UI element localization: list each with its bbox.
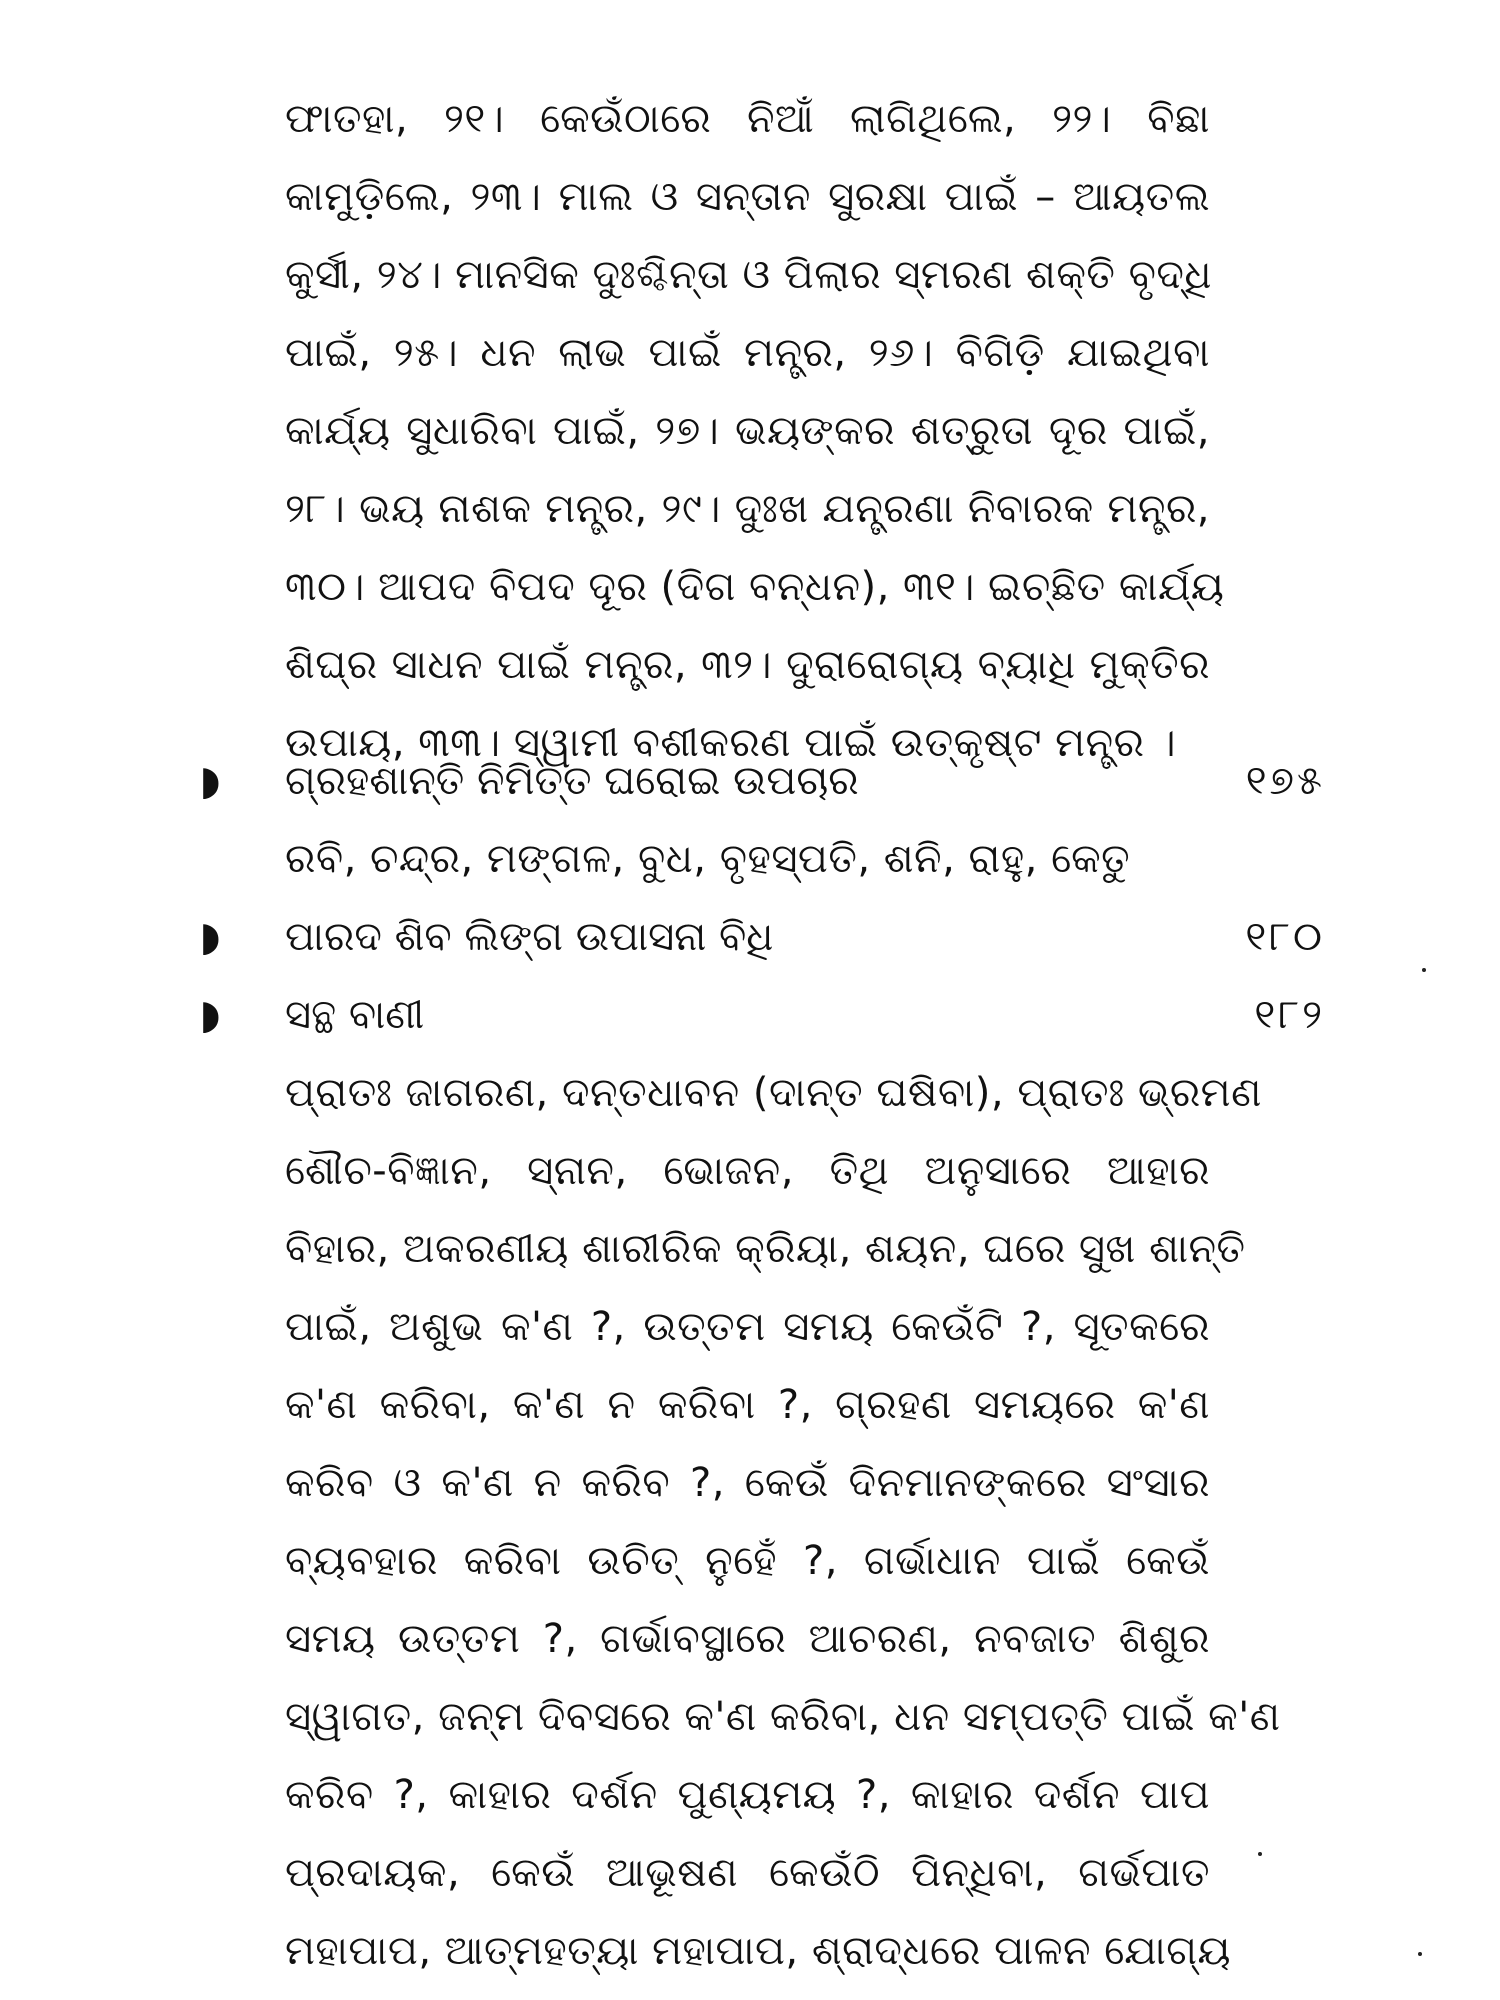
paragraph-continuation <box>285 80 1225 782</box>
paragraph-line: ମହାପାପ, ଆତ୍ମହତ୍ୟା ମହାପାପ, ଶ୍ରାଦ୍ଧରେ ପାଳନ ଯୋଗ୍ୟ <box>285 1928 1231 1974</box>
paragraph-line: ସମୟ ଉତ୍ତମ ?, ଗର୍ଭାବସ୍ଥାରେ ଆଚରଣ, ନବଜାତ ଶିଶୁର <box>285 1616 1210 1662</box>
toc-entry <box>185 898 1325 976</box>
entry-subtitle <box>285 820 1210 898</box>
paragraph-line: ୩୦। ଆପଦ ବିପଦ ଦୂର (ଦିଗ ବନ୍ଧନ), ୩୧। ଇଚ୍ଛିତ କାର୍ଯ୍ୟ <box>285 564 1225 610</box>
entry-title: ପାରଦ ଶିବ ଲିଙ୍ଗ ଉପାସନା ବିଧି <box>285 914 774 960</box>
entry-page-number: ୧୮୨ <box>1254 992 1325 1038</box>
toc-entry <box>185 742 1325 820</box>
entry-page-number: ୧୭୫ <box>1245 758 1325 804</box>
paragraph-line: କାର୍ଯ୍ୟ ସୁଧାରିବା ପାଇଁ, ୨୭। ଭୟଙ୍କର ଶତ୍ରୁତା ଦୂର ପାଇଁ, <box>285 408 1210 454</box>
paragraph-line: ୨୮। ଭୟ ନାଶକ ମନ୍ତ୍ର, ୨୯। ଦୁଃଖ ଯନ୍ତ୍ରଣା ନିବାରକ ମନ୍ତ୍ର, <box>285 486 1210 532</box>
entry-description <box>285 1054 1281 1990</box>
paragraph-line: ଫାତହା, ୨୧। କେଉଁଠାରେ ନିଆଁ ଲାଗିଥିଲେ, ୨୨। ବିଛା <box>285 96 1210 142</box>
paragraph-line: ଶୌଚ-ବିଜ୍ଞାନ, ସ୍ନାନ, ଭୋଜନ, ତିଥି ଅନୁସାରେ ଆହାର <box>285 1148 1210 1194</box>
bullet-icon: ◗ <box>199 758 221 804</box>
scan-speck <box>1418 1952 1422 1956</box>
paragraph-line: ପାଇଁ, ଅଶୁଭ କ'ଣ ?, ଉତ୍ତମ ସମୟ କେଉଁଟି ?, ସୂତକରେ <box>285 1304 1210 1350</box>
paragraph-line: ଶିଘ୍ର ସାଧନ ପାଇଁ ମନ୍ତ୍ର, ୩୨। ଦୁରାରୋଗ୍ୟ ବ୍ୟାଧି ମୁକ୍ତିର <box>285 642 1210 688</box>
paragraph-line: କରିବ ଓ କ'ଣ ନ କରିବ ?, କେଉଁ ଦିନମାନଙ୍କରେ ସଂସାର <box>285 1460 1210 1506</box>
paragraph-line: ପ୍ରାତଃ ଜାଗରଣ, ଦନ୍ତଧାବନ (ଦାନ୍ତ ଘଷିବା), ପ୍ରାତଃ ଭ୍ରମଣ <box>285 1070 1262 1116</box>
paragraph-line: ସ୍ୱାଗତ, ଜନ୍ମ ଦିବସରେ କ'ଣ କରିବା, ଧନ ସମ୍ପତ୍ତି ପାଇଁ କ'ଣ <box>285 1694 1281 1740</box>
scan-speck <box>1422 968 1426 972</box>
paragraph-line: କ'ଣ କରିବା, କ'ଣ ନ କରିବା ?, ଗ୍ରହଣ ସମୟରେ କ'ଣ <box>285 1382 1210 1428</box>
subtitle-line: ରବି, ଚନ୍ଦ୍ର, ମଙ୍ଗଳ, ବୁଧ, ବୃହସ୍ପତି, ଶନି, ରାହୁ, କେତୁ <box>285 836 1131 882</box>
paragraph-line: ଉପାୟ, ୩୩। ସ୍ୱାମୀ ବଶୀକରଣ ପାଇଁ ଉତ୍କୃଷ୍ଟ ମନ୍ତ୍ର । <box>285 720 1177 766</box>
paragraph-line: କୁର୍ସୀ, ୨୪। ମାନସିକ ଦୁଃଶ୍ଚିନ୍ତା ଓ ପିଲାର ସ୍ମରଣ ଶକ୍ତି ବୃଦ୍ଧି <box>285 252 1212 298</box>
entry-title: ଗ୍ରହଶାନ୍ତି ନିମିତ୍ତ ଘରୋଇ ଉପଚାର <box>285 758 859 804</box>
bullet-icon: ◗ <box>199 992 221 1038</box>
paragraph-line: ବିହାର, ଅକରଣୀୟ ଶାରୀରିକ କ୍ରିୟା, ଶୟନ, ଘରେ ସୁଖ ଶାନ୍ତି <box>285 1226 1246 1272</box>
toc-entry <box>185 976 1325 1054</box>
paragraph-line: ପ୍ରଦାୟକ, କେଉଁ ଆଭୂଷଣ କେଉଁଠି ପିନ୍ଧିବା, ଗର୍ଭପାତ <box>285 1850 1210 1896</box>
entry-page-number: ୧୮୦ <box>1245 914 1325 960</box>
scan-speck <box>1258 1852 1262 1856</box>
paragraph-line: ବ୍ୟବହାର କରିବା ଉଚିତ୍ ନୁହେଁ ?, ଗର୍ଭାଧାନ ପାଇଁ କେଉଁ <box>285 1538 1210 1584</box>
bullet-icon: ◗ <box>199 914 221 960</box>
entry-title: ସନ୍ଥ ବାଣୀ <box>285 992 425 1038</box>
paragraph-line: କାମୁଡ଼ିଲେ, ୨୩। ମାଲ ଓ ସନ୍ତାନ ସୁରକ୍ଷା ପାଇଁ – ଆୟତଲ <box>285 174 1210 220</box>
paragraph-line: କରିବ ?, କାହାର ଦର୍ଶନ ପୁଣ୍ୟମୟ ?, କାହାର ଦର୍ଶନ ପାପ <box>285 1772 1210 1818</box>
paragraph-line: ପାଇଁ, ୨୫। ଧନ ଲାଭ ପାଇଁ ମନ୍ତ୍ର, ୨୬। ବିଗିଡ଼ି ଯାଇଥିବା <box>285 330 1210 376</box>
